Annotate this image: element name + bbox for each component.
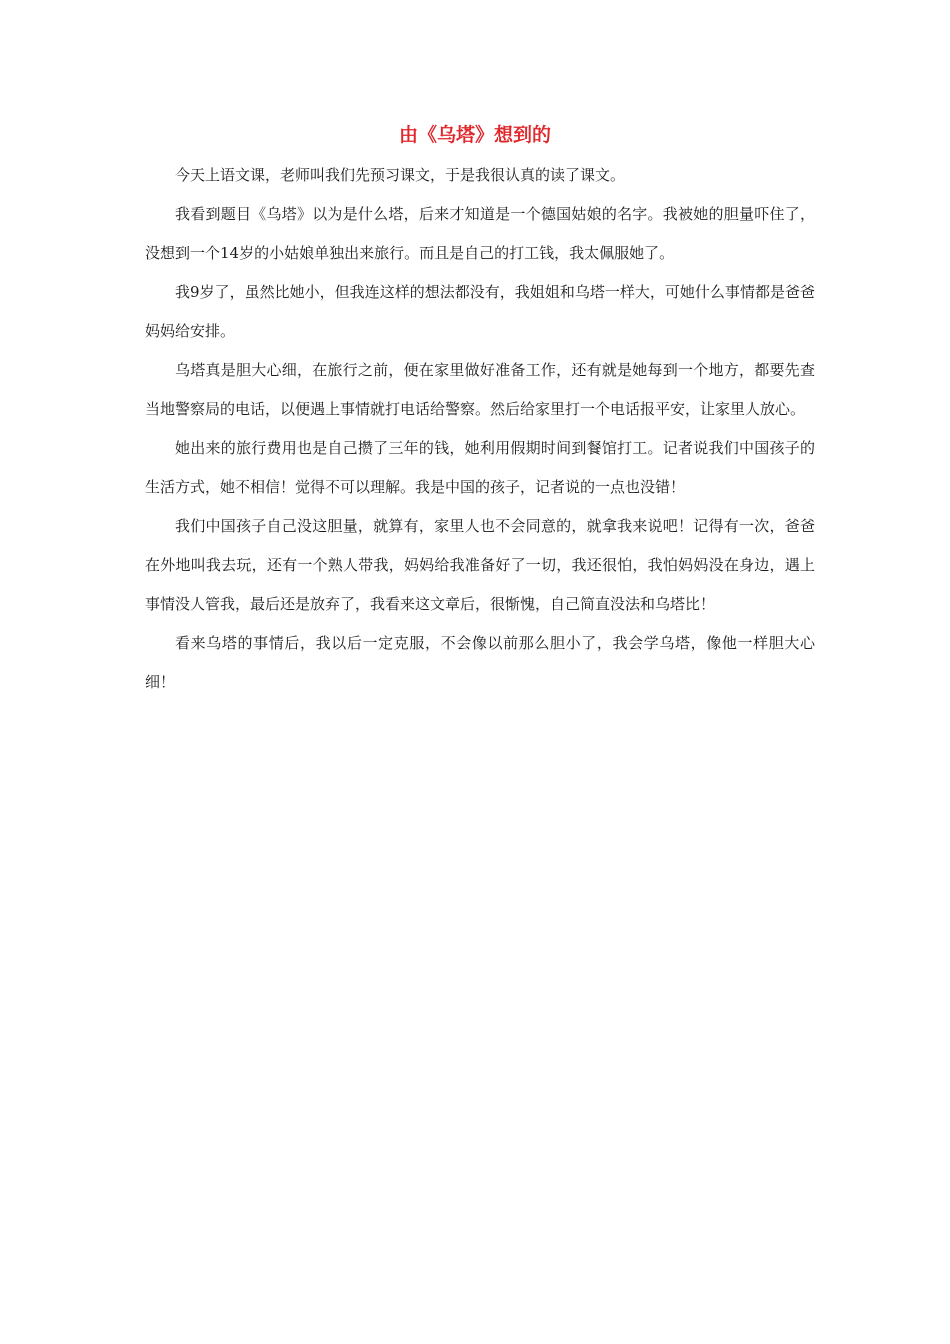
paragraph-7: 看来乌塔的事情后，我以后一定克服，不会像以前那么胆小了，我会学乌塔，像他一样胆大心细！ (145, 634, 815, 691)
document-title: 由《乌塔》想到的 (398, 124, 551, 146)
paragraph-5: 她出来的旅行费用也是自己攒了三年的钱，她利用假期时间到餐馆打工。记者说我们中国孩子的生活方式，她不相信！觉得不可以理解。我是中国的孩子，记者说的一点也没错！ (145, 439, 815, 496)
paragraph-6: 我们中国孩子自己没这胆量，就算有，家里人也不会同意的，就拿我来说吧！记得有一次，爸爸在外地叫我去玩，还有一个熟人带我，妈妈给我准备好了一切，我还很怕，我怕妈妈没在身边，遇上事情没人管我，最后还是放弃了，我看来这文章后，很惭愧，自己简直没法和乌塔比！ (145, 517, 815, 613)
paragraph-4: 乌塔真是胆大心细，在旅行之前，便在家里做好准备工作，还有就是她每到一个地方，都要先查当地警察局的电话，以便遇上事情就打电话给警察。然后给家里打一个电话报平安，让家里人放心。 (145, 361, 815, 418)
document-body (145, 156, 815, 702)
paragraph-3: 我9岁了，虽然比她小，但我连这样的想法都没有，我姐姐和乌塔一样大，可她什么事情都是爸爸妈妈给安排。 (145, 283, 815, 340)
paragraph-1: 今天上语文课，老师叫我们先预习课文，于是我很认真的读了课文。 (175, 166, 626, 184)
paragraph-2: 我看到题目《乌塔》以为是什么塔，后来才知道是一个德国姑娘的名字。我被她的胆量吓住了，没想到一个14岁的小姑娘单独出来旅行。而且是自己的打工钱，我太佩服她了。 (145, 205, 815, 262)
